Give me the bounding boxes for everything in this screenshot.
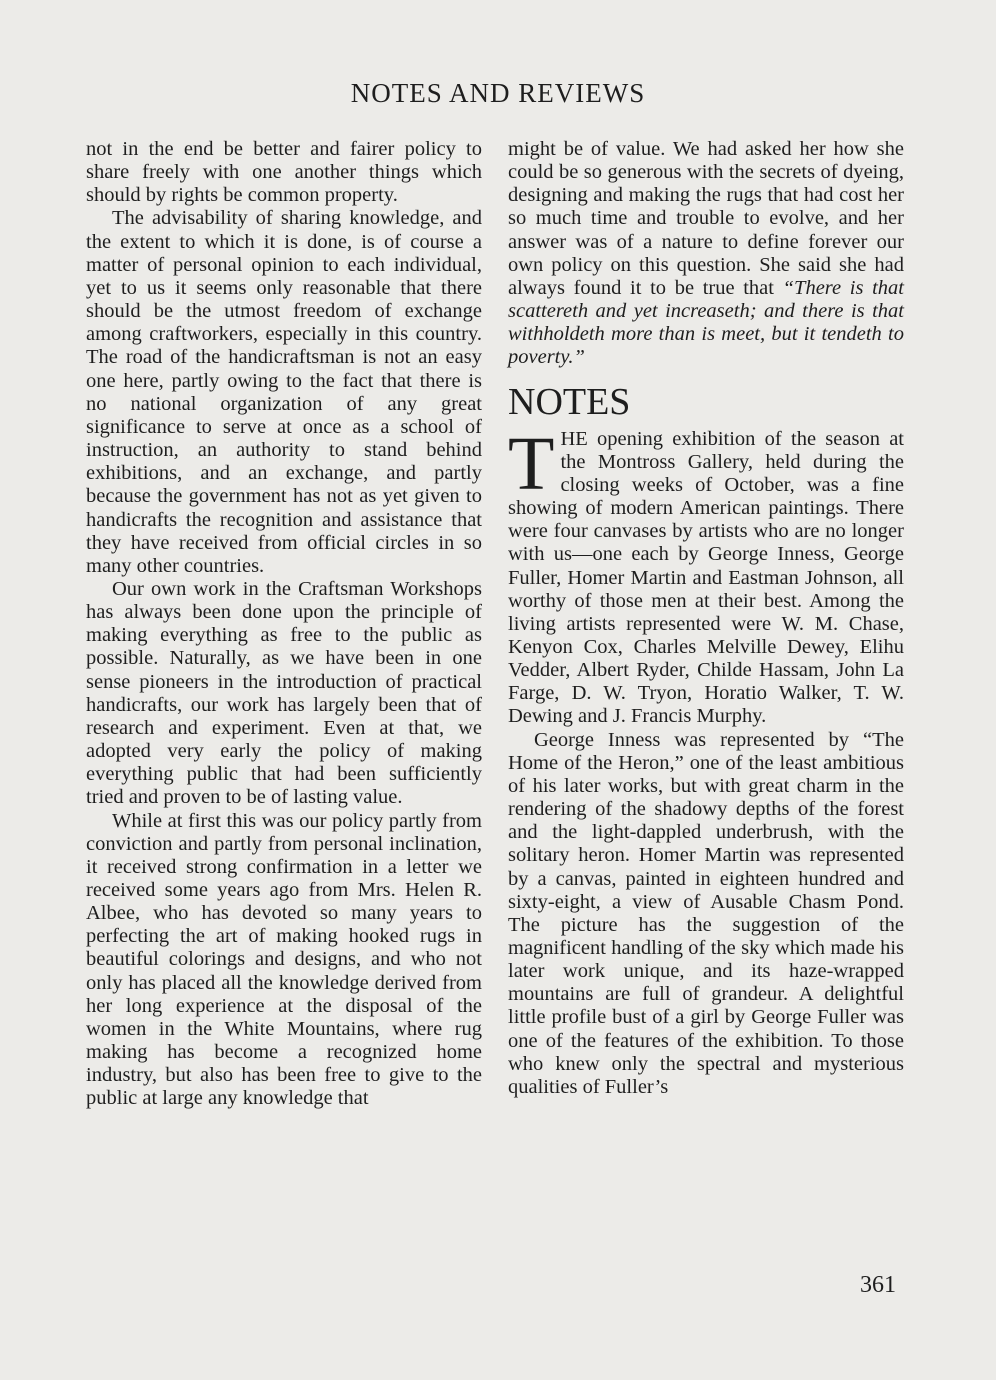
paragraph — [508, 138, 904, 370]
paragraph-text: might be of value. We had asked her how she could be so generous with the secrets of dyeing, designing and making the rugs that had cost her so much time and trouble to evolve, and her answer was of a nature to define forever our own policy on this question. She said she had always found it to be true that — [508, 138, 904, 299]
paragraph-text: HE opening exhibition of the season at the Montross Gallery, held during the closing weeks of October, was a fine showing of modern American paintings. There were four canvases by artists who are no longer with us—one each by George Inness, George Fuller, Homer Martin and Eastman Johnson, all worthy of those men at their best. Among the living artists represented were W. M. Chase, Kenyon Cox, Charles Melville Dewey, Elihu Vedder, Albert Ryder, Childe Hassam, John La Farge, D. W. Tryon, Horatio Walker, T. W. Dewing and J. Francis Murphy. — [508, 427, 904, 728]
left-column — [86, 138, 482, 1111]
paragraph: Our own work in the Craftsman Workshops has always been done upon the principle of making everything as free to the public as possible. Naturally, as we have been in one sense pioneers in the introduction of practical handicrafts, our work has largely been that of research and experiment. Even at that, we adopted very early the policy of making everything public that had been sufficiently tried and proven to be of lasting value. — [86, 577, 482, 809]
drop-cap: T — [508, 421, 555, 506]
section-heading: NOTES — [508, 380, 631, 423]
paragraph: not in the end be better and fairer policy to share freely with one another things which should by rights be common property. — [86, 138, 482, 207]
right-column — [508, 138, 904, 1099]
paragraph: While at first this was our policy partly from conviction and partly from personal inclination, it received strong confirmation in a letter we received some years ago from Mrs. Helen R. Albee, who has devoted so many years to perfecting the art of making hooked rugs in beautiful colorings and designs, and who not only has placed all the knowledge derived from her long experience at the disposal of the women in the White Mountains, where rug making has become a recognized home industry, but also has been free to give to the public at large any knowledge that — [86, 809, 482, 1110]
page-number: 361 — [860, 1272, 896, 1298]
scripture-quote: “There is that scattereth and yet increaseth; and there is that withholdeth more than is meet, but it tendeth to poverty.” — [508, 276, 904, 369]
paragraph: The advisability of sharing knowledge, and the extent to which it is done, is of course a matter of personal opinion to each individual, yet to us it seems only reasonable that there should be the utmost freedom of exchange among craftworkers, especially in this country. The road of the handicraftsman is not an easy one here, partly owing to the fact that there is no national organization of any great significance to serve at once as a school of instruction, an authority to stand behind exhibitions, and an exchange, and partly because the government has not as yet given to handicrafts the recognition and assistance that they have received from official circles in so many other countries. — [86, 207, 482, 577]
paragraph — [508, 421, 904, 729]
paragraph: George Inness was represented by “The Home of the Heron,” one of the least ambitious of his later works, but with great charm in the rendering of the shadowy depths of the forest and the light-dappled underbrush, with the solitary heron. Homer Martin was represented by a canvas, painted in eighteen hundred and sixty-eight, a view of Ausable Chasm Pond. The picture has the suggestion of the magnificent handling of the sky which made his later work unique, and its haze-wrapped mountains are full of grandeur. A delightful little profile bust of a girl by George Fuller was one of the features of the exhibition. To those who knew only the spectral and mysterious qualities of Fuller’s — [508, 728, 904, 1098]
running-head: NOTES AND REVIEWS — [350, 78, 646, 108]
